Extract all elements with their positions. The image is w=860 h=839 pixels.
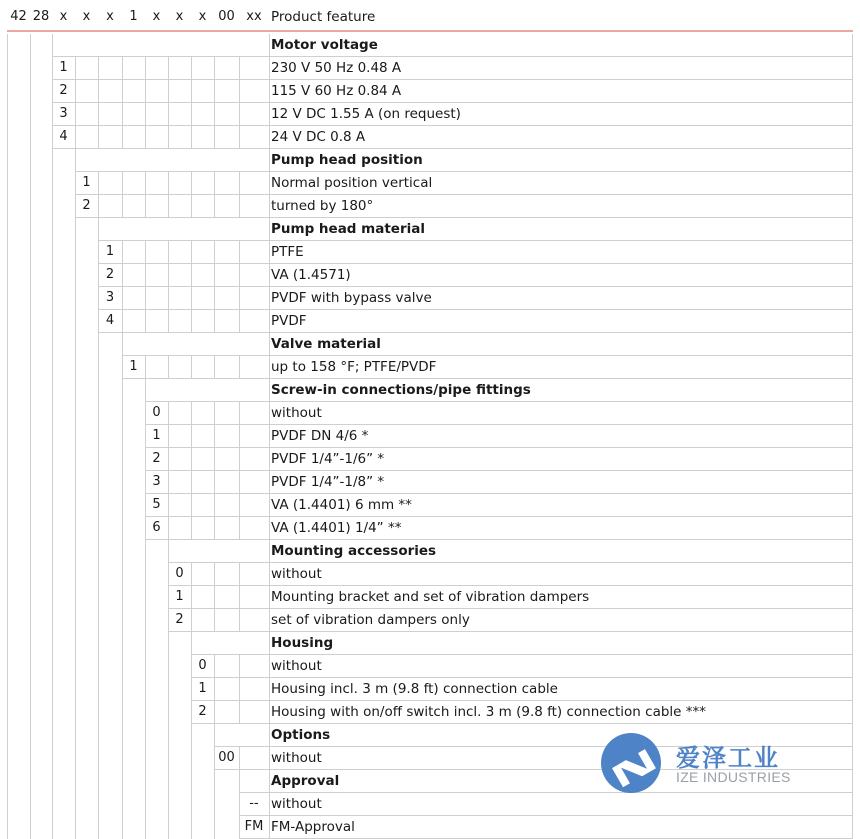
cell-divider bbox=[191, 287, 192, 310]
cell-divider bbox=[214, 241, 215, 264]
cell-divider bbox=[239, 701, 240, 724]
option-code: 2 bbox=[152, 451, 161, 466]
column-guide bbox=[191, 632, 192, 839]
cell-divider bbox=[269, 195, 270, 218]
cell-divider bbox=[269, 126, 270, 149]
option-row bbox=[7, 563, 853, 586]
row-rule bbox=[239, 793, 853, 816]
cell-divider bbox=[145, 57, 146, 80]
row-rule bbox=[145, 448, 853, 471]
option-row bbox=[7, 264, 853, 287]
cell-divider bbox=[191, 609, 192, 632]
option-row bbox=[7, 80, 853, 103]
column-guide bbox=[239, 770, 240, 839]
option-row bbox=[7, 126, 853, 149]
header-code: 28 bbox=[32, 9, 50, 24]
option-description: 24 V DC 0.8 A bbox=[271, 129, 366, 145]
logo-english-name: IZE INDUSTRIES bbox=[676, 769, 791, 785]
option-row bbox=[7, 195, 853, 218]
option-row bbox=[7, 172, 853, 195]
cell-divider bbox=[269, 310, 270, 333]
cell-divider bbox=[239, 195, 240, 218]
cell-divider bbox=[269, 517, 270, 540]
option-description: 12 V DC 1.55 A (on request) bbox=[271, 106, 461, 122]
option-description: without bbox=[271, 658, 322, 674]
column-guide bbox=[145, 379, 146, 839]
cell-divider bbox=[269, 494, 270, 517]
cell-divider bbox=[191, 563, 192, 586]
section-header-row bbox=[7, 632, 853, 655]
cell-divider bbox=[269, 103, 270, 126]
row-rule bbox=[98, 287, 853, 310]
cell-divider bbox=[214, 471, 215, 494]
option-row bbox=[7, 425, 853, 448]
cell-divider bbox=[214, 563, 215, 586]
option-row bbox=[7, 103, 853, 126]
option-code: 00 bbox=[218, 750, 235, 765]
option-code: 1 bbox=[59, 60, 68, 75]
cell-divider bbox=[168, 310, 169, 333]
cell-divider bbox=[269, 655, 270, 678]
cell-divider bbox=[191, 264, 192, 287]
cell-divider bbox=[269, 241, 270, 264]
cell-divider bbox=[168, 80, 169, 103]
company-logo bbox=[598, 730, 798, 796]
cell-divider bbox=[191, 103, 192, 126]
column-guide bbox=[30, 34, 31, 839]
cell-divider bbox=[191, 57, 192, 80]
option-code: -- bbox=[249, 796, 259, 811]
section-title: Housing bbox=[271, 635, 334, 651]
cell-divider bbox=[214, 425, 215, 448]
logo-chinese-name: 爱泽工业 bbox=[676, 744, 780, 772]
cell-divider bbox=[239, 609, 240, 632]
option-description: PVDF with bypass valve bbox=[271, 290, 432, 306]
cell-divider bbox=[269, 701, 270, 724]
option-description: Housing with on/off switch incl. 3 m (9.8 ft) connection cable *** bbox=[271, 704, 707, 720]
cell-divider bbox=[214, 103, 215, 126]
cell-divider bbox=[269, 747, 270, 770]
option-row bbox=[7, 310, 853, 333]
cell-divider bbox=[145, 356, 146, 379]
option-code: 1 bbox=[82, 175, 91, 190]
cell-divider bbox=[214, 310, 215, 333]
cell-divider bbox=[145, 310, 146, 333]
option-description: 230 V 50 Hz 0.48 A bbox=[271, 60, 402, 76]
cell-divider bbox=[269, 34, 270, 57]
section-header-row bbox=[7, 218, 853, 241]
row-rule bbox=[122, 333, 853, 356]
cell-divider bbox=[122, 103, 123, 126]
section-title: Mounting accessories bbox=[271, 543, 437, 559]
cell-divider bbox=[214, 172, 215, 195]
cell-divider bbox=[239, 310, 240, 333]
option-code: 4 bbox=[105, 313, 115, 328]
cell-divider bbox=[122, 80, 123, 103]
cell-divider bbox=[269, 448, 270, 471]
row-rule bbox=[52, 34, 853, 57]
cell-divider bbox=[122, 287, 123, 310]
section-title: Pump head material bbox=[271, 221, 425, 237]
option-code: 2 bbox=[82, 198, 91, 213]
cell-divider bbox=[122, 241, 123, 264]
cell-divider bbox=[168, 126, 169, 149]
option-code: 2 bbox=[105, 267, 115, 282]
option-code: 1 bbox=[105, 244, 115, 259]
option-code: FM bbox=[244, 819, 264, 834]
cell-divider bbox=[214, 195, 215, 218]
row-rule bbox=[98, 218, 853, 241]
cell-divider bbox=[168, 517, 169, 540]
option-code: 2 bbox=[59, 83, 68, 98]
cell-divider bbox=[98, 195, 99, 218]
cell-divider bbox=[239, 448, 240, 471]
cell-divider bbox=[239, 103, 240, 126]
cell-divider bbox=[239, 264, 240, 287]
option-description: set of vibration dampers only bbox=[271, 612, 470, 628]
section-title: Options bbox=[271, 727, 331, 743]
product-code-table bbox=[7, 6, 853, 834]
option-code: 3 bbox=[105, 290, 115, 305]
row-rule bbox=[145, 517, 853, 540]
cell-divider bbox=[191, 402, 192, 425]
cell-divider bbox=[269, 172, 270, 195]
option-code: 2 bbox=[175, 612, 184, 627]
cell-divider bbox=[269, 402, 270, 425]
option-description: Housing incl. 3 m (9.8 ft) connection cable bbox=[271, 681, 558, 697]
option-code: 0 bbox=[152, 405, 161, 420]
cell-divider bbox=[269, 793, 270, 816]
cell-divider bbox=[191, 356, 192, 379]
row-rule bbox=[52, 80, 853, 103]
header-code: 00 bbox=[218, 9, 235, 24]
option-code: 3 bbox=[59, 106, 68, 121]
column-guide bbox=[168, 540, 169, 839]
cell-divider bbox=[214, 586, 215, 609]
cell-divider bbox=[269, 586, 270, 609]
cell-divider bbox=[239, 356, 240, 379]
cell-divider bbox=[269, 57, 270, 80]
cell-divider bbox=[168, 195, 169, 218]
cell-divider bbox=[269, 80, 270, 103]
option-description: VA (1.4571) bbox=[271, 267, 351, 283]
cell-divider bbox=[239, 57, 240, 80]
row-rule bbox=[145, 471, 853, 494]
cell-divider bbox=[269, 724, 270, 747]
cell-divider bbox=[269, 218, 270, 241]
cell-divider bbox=[122, 310, 123, 333]
option-row bbox=[7, 402, 853, 425]
cell-divider bbox=[168, 471, 169, 494]
cell-divider bbox=[75, 103, 76, 126]
cell-divider bbox=[239, 517, 240, 540]
cell-divider bbox=[191, 586, 192, 609]
cell-divider bbox=[98, 172, 99, 195]
option-description: PVDF bbox=[271, 313, 307, 329]
section-header-row bbox=[7, 34, 853, 57]
cell-divider bbox=[214, 57, 215, 80]
cell-divider bbox=[191, 448, 192, 471]
option-code: 1 bbox=[152, 428, 161, 443]
option-description: up to 158 °F; PTFE/PVDF bbox=[271, 359, 437, 375]
option-description: 115 V 60 Hz 0.84 A bbox=[271, 83, 402, 99]
option-code: 5 bbox=[152, 497, 161, 512]
row-rule bbox=[75, 149, 853, 172]
cell-divider bbox=[191, 80, 192, 103]
header-code: x bbox=[198, 9, 207, 24]
cell-divider bbox=[269, 356, 270, 379]
cell-divider bbox=[168, 103, 169, 126]
section-header-row bbox=[7, 333, 853, 356]
cell-divider bbox=[214, 494, 215, 517]
cell-divider bbox=[269, 563, 270, 586]
option-row bbox=[7, 287, 853, 310]
cell-divider bbox=[214, 701, 215, 724]
cell-divider bbox=[214, 655, 215, 678]
option-row bbox=[7, 494, 853, 517]
header-code: 42 bbox=[10, 9, 27, 24]
column-guide bbox=[75, 149, 76, 839]
option-description: without bbox=[271, 750, 322, 766]
cell-divider bbox=[145, 103, 146, 126]
cell-divider bbox=[239, 747, 240, 770]
option-code: 4 bbox=[59, 129, 68, 144]
cell-divider bbox=[269, 149, 270, 172]
column-guide bbox=[7, 34, 8, 839]
cell-divider bbox=[168, 402, 169, 425]
cell-divider bbox=[122, 195, 123, 218]
row-rule bbox=[98, 264, 853, 287]
option-row bbox=[7, 793, 853, 816]
header-divider bbox=[7, 30, 853, 32]
row-rule bbox=[145, 402, 853, 425]
header-code: x bbox=[175, 9, 184, 24]
section-title: Pump head position bbox=[271, 152, 423, 168]
cell-divider bbox=[269, 425, 270, 448]
cell-divider bbox=[214, 264, 215, 287]
option-row bbox=[7, 816, 853, 839]
section-title: Approval bbox=[271, 773, 340, 789]
cell-divider bbox=[214, 80, 215, 103]
option-code: 6 bbox=[152, 520, 161, 535]
section-header-row bbox=[7, 149, 853, 172]
cell-divider bbox=[168, 287, 169, 310]
cell-divider bbox=[168, 57, 169, 80]
cell-divider bbox=[122, 57, 123, 80]
cell-divider bbox=[168, 494, 169, 517]
cell-divider bbox=[214, 448, 215, 471]
cell-divider bbox=[191, 494, 192, 517]
cell-divider bbox=[239, 241, 240, 264]
cell-divider bbox=[168, 448, 169, 471]
option-row bbox=[7, 471, 853, 494]
option-description: without bbox=[271, 796, 322, 812]
option-row bbox=[7, 241, 853, 264]
cell-divider bbox=[269, 816, 270, 839]
cell-divider bbox=[269, 678, 270, 701]
option-description: turned by 180° bbox=[271, 198, 374, 214]
cell-divider bbox=[145, 287, 146, 310]
cell-divider bbox=[122, 126, 123, 149]
option-code: 1 bbox=[129, 359, 138, 374]
option-description: PVDF DN 4/6 * bbox=[271, 428, 369, 444]
option-row bbox=[7, 678, 853, 701]
cell-divider bbox=[239, 678, 240, 701]
cell-divider bbox=[269, 632, 270, 655]
cell-divider bbox=[214, 287, 215, 310]
cell-divider bbox=[269, 379, 270, 402]
cell-divider bbox=[214, 517, 215, 540]
cell-divider bbox=[214, 126, 215, 149]
option-description: PVDF 1/4”-1/6” * bbox=[271, 451, 385, 467]
header-code: xx bbox=[246, 9, 262, 24]
cell-divider bbox=[239, 126, 240, 149]
cell-divider bbox=[145, 241, 146, 264]
cell-divider bbox=[269, 333, 270, 356]
cell-divider bbox=[191, 172, 192, 195]
cell-divider bbox=[239, 287, 240, 310]
cell-divider bbox=[214, 678, 215, 701]
cell-divider bbox=[168, 425, 169, 448]
option-code: 3 bbox=[152, 474, 161, 489]
cell-divider bbox=[239, 655, 240, 678]
option-description: without bbox=[271, 566, 322, 582]
option-description: VA (1.4401) 6 mm ** bbox=[271, 497, 412, 513]
section-title: Valve material bbox=[271, 336, 381, 352]
cell-divider bbox=[145, 172, 146, 195]
option-description: VA (1.4401) 1/4” ** bbox=[271, 520, 402, 536]
cell-divider bbox=[145, 80, 146, 103]
cell-divider bbox=[145, 126, 146, 149]
option-description: PVDF 1/4”-1/8” * bbox=[271, 474, 385, 490]
cell-divider bbox=[214, 356, 215, 379]
header-code: x bbox=[106, 9, 114, 24]
row-rule bbox=[52, 126, 853, 149]
header-code: 1 bbox=[129, 9, 138, 24]
option-description: PTFE bbox=[271, 244, 304, 260]
cell-divider bbox=[239, 494, 240, 517]
cell-divider bbox=[191, 195, 192, 218]
header-label: Product feature bbox=[271, 9, 376, 25]
cell-divider bbox=[75, 80, 76, 103]
option-row bbox=[7, 517, 853, 540]
cell-divider bbox=[239, 471, 240, 494]
option-description: without bbox=[271, 405, 322, 421]
option-code: 1 bbox=[175, 589, 184, 604]
row-rule bbox=[98, 310, 853, 333]
cell-divider bbox=[269, 609, 270, 632]
ize-logo-icon bbox=[598, 730, 664, 796]
cell-divider bbox=[75, 126, 76, 149]
option-description: Mounting bracket and set of vibration dampers bbox=[271, 589, 590, 605]
cell-divider bbox=[145, 264, 146, 287]
cell-divider bbox=[269, 770, 270, 793]
row-rule bbox=[98, 241, 853, 264]
header-code: x bbox=[152, 9, 161, 24]
option-code: 2 bbox=[198, 704, 207, 719]
header-code: x bbox=[59, 9, 68, 24]
cell-divider bbox=[98, 126, 99, 149]
option-row bbox=[7, 609, 853, 632]
cell-divider bbox=[269, 540, 270, 563]
option-description: FM-Approval bbox=[271, 819, 355, 835]
option-row bbox=[7, 448, 853, 471]
option-row bbox=[7, 586, 853, 609]
cell-divider bbox=[214, 402, 215, 425]
cell-divider bbox=[122, 264, 123, 287]
cell-divider bbox=[269, 264, 270, 287]
option-code: 0 bbox=[198, 658, 207, 673]
table-right-border bbox=[852, 34, 853, 839]
row-rule bbox=[122, 356, 853, 379]
option-description: Normal position vertical bbox=[271, 175, 433, 191]
section-header-row bbox=[7, 540, 853, 563]
section-title: Screw-in connections/pipe fittings bbox=[271, 382, 531, 398]
option-row bbox=[7, 701, 853, 724]
row-rule bbox=[52, 57, 853, 80]
option-row bbox=[7, 356, 853, 379]
cell-divider bbox=[191, 126, 192, 149]
cell-divider bbox=[239, 586, 240, 609]
column-guide bbox=[214, 724, 215, 839]
cell-divider bbox=[75, 57, 76, 80]
cell-divider bbox=[122, 172, 123, 195]
row-rule bbox=[145, 494, 853, 517]
cell-divider bbox=[191, 241, 192, 264]
column-guide bbox=[52, 34, 53, 839]
cell-divider bbox=[239, 425, 240, 448]
column-guide bbox=[98, 218, 99, 839]
cell-divider bbox=[191, 517, 192, 540]
cell-divider bbox=[239, 80, 240, 103]
cell-divider bbox=[168, 241, 169, 264]
cell-divider bbox=[98, 57, 99, 80]
option-row bbox=[7, 57, 853, 80]
cell-divider bbox=[191, 471, 192, 494]
row-rule bbox=[145, 425, 853, 448]
section-title: Motor voltage bbox=[271, 37, 378, 53]
cell-divider bbox=[239, 563, 240, 586]
cell-divider bbox=[214, 609, 215, 632]
cell-divider bbox=[168, 356, 169, 379]
cell-divider bbox=[239, 402, 240, 425]
section-header-row bbox=[7, 379, 853, 402]
header-code: x bbox=[82, 9, 91, 24]
cell-divider bbox=[191, 310, 192, 333]
cell-divider bbox=[145, 195, 146, 218]
cell-divider bbox=[191, 425, 192, 448]
cell-divider bbox=[269, 471, 270, 494]
cell-divider bbox=[269, 287, 270, 310]
cell-divider bbox=[98, 103, 99, 126]
option-code: 1 bbox=[198, 681, 207, 696]
cell-divider bbox=[239, 172, 240, 195]
cell-divider bbox=[168, 172, 169, 195]
option-row bbox=[7, 655, 853, 678]
column-guide bbox=[122, 333, 123, 839]
cell-divider bbox=[168, 264, 169, 287]
option-code: 0 bbox=[175, 566, 184, 581]
cell-divider bbox=[98, 80, 99, 103]
